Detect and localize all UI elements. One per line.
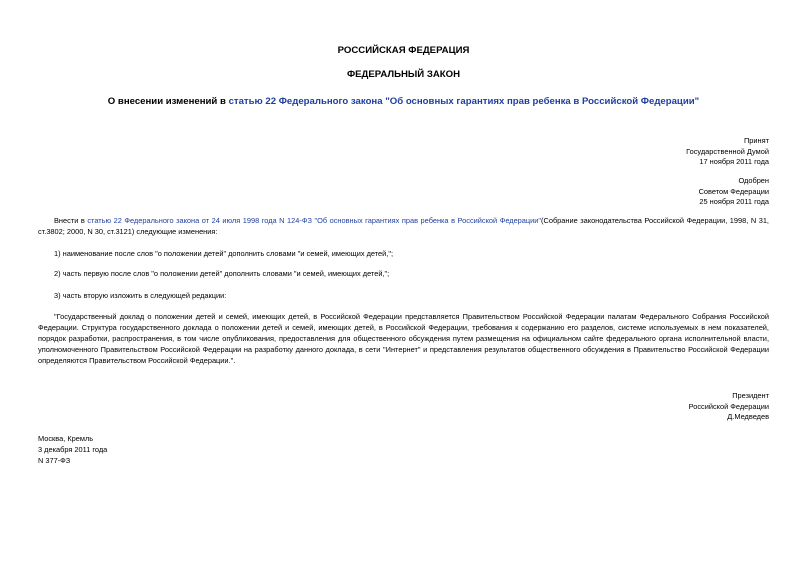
intro-paragraph (38, 215, 769, 237)
country-heading: РОССИЙСКАЯ ФЕДЕРАЦИЯ (337, 45, 470, 56)
adopted-body: Государственной Думой (686, 146, 769, 156)
amendment-item-1: 1) наименование после слов "о положении детей" дополнить словами "и семей, имеющих детей,"; (54, 249, 394, 258)
approved-label: Одобрен (738, 176, 769, 185)
article-link[interactable]: статью 22 Федерального закона от 24 июля 1998 года N 124-ФЗ (87, 216, 312, 225)
adopted-date: 17 ноября 2011 года (699, 157, 769, 166)
amendment-item-2: 2) часть первую после слов "о положении детей" дополнить словами "и семей, имеющих детей,"; (54, 269, 390, 278)
approved-body: Советом Федерации (698, 186, 769, 196)
place: Москва, Кремль (38, 434, 94, 443)
amendment-item-3: 3) часть вторую изложить в следующей редакции: (54, 291, 227, 300)
document-title (0, 96, 807, 107)
signing-date: 3 декабря 2011 года (38, 445, 108, 454)
signature-title: Президент (732, 391, 769, 400)
adopted-block (686, 136, 769, 168)
title-article-link[interactable]: статью 22 Федерального закона "Об основных гарантиях прав ребенка в Российской Федерации" (228, 96, 700, 107)
intro-prefix: Внести в (54, 216, 88, 225)
quoted-text: "Государственный доклад о положении детей и семей, имеющих детей, в Российской Федерации представляется Правительством Российской Федерации палатам Федерального Собрания Российской Федерации. Структура государственного доклада о положении детей и семей, имеющих детей, в Российской Федерации, требования к содержанию его разделов, системе используемых в нем показателей, порядок разработки, распространения, в том числе опубликования, предоставления для общественного обсуждения путем размещения на официальном сайте федерального органа исполнительной власти, уполномоченного Правительством Российской Федерации на разработку данного доклада, в сети "Интернет" и представления результатов общественного обсуждения в Правительство Российской Федерации определяются Правительством Российской Федерации.". (38, 312, 769, 365)
place-date-block (38, 433, 107, 466)
approved-date: 25 ноября 2011 года (699, 197, 769, 206)
law-number: N 377-ФЗ (38, 456, 71, 465)
document-type-heading: ФЕДЕРАЛЬНЫЙ ЗАКОН (346, 69, 461, 80)
approved-block (699, 176, 769, 208)
law-name-link[interactable]: "Об основных гарантиях прав ребенка в Российской Федерации" (314, 216, 542, 225)
title-prefix: О внесении изменений в (107, 96, 229, 107)
intro-suffix: (Собрание законодательства Российской Федерации, 1998, N 31, ст.3802; 2000, N 30, ст.3121) следующие изменения: (38, 216, 769, 236)
adopted-label: Принят (743, 136, 769, 145)
signature-name: Д.Медведев (727, 412, 769, 421)
signature-block (689, 391, 769, 423)
signature-country: Российской Федерации (688, 401, 769, 411)
